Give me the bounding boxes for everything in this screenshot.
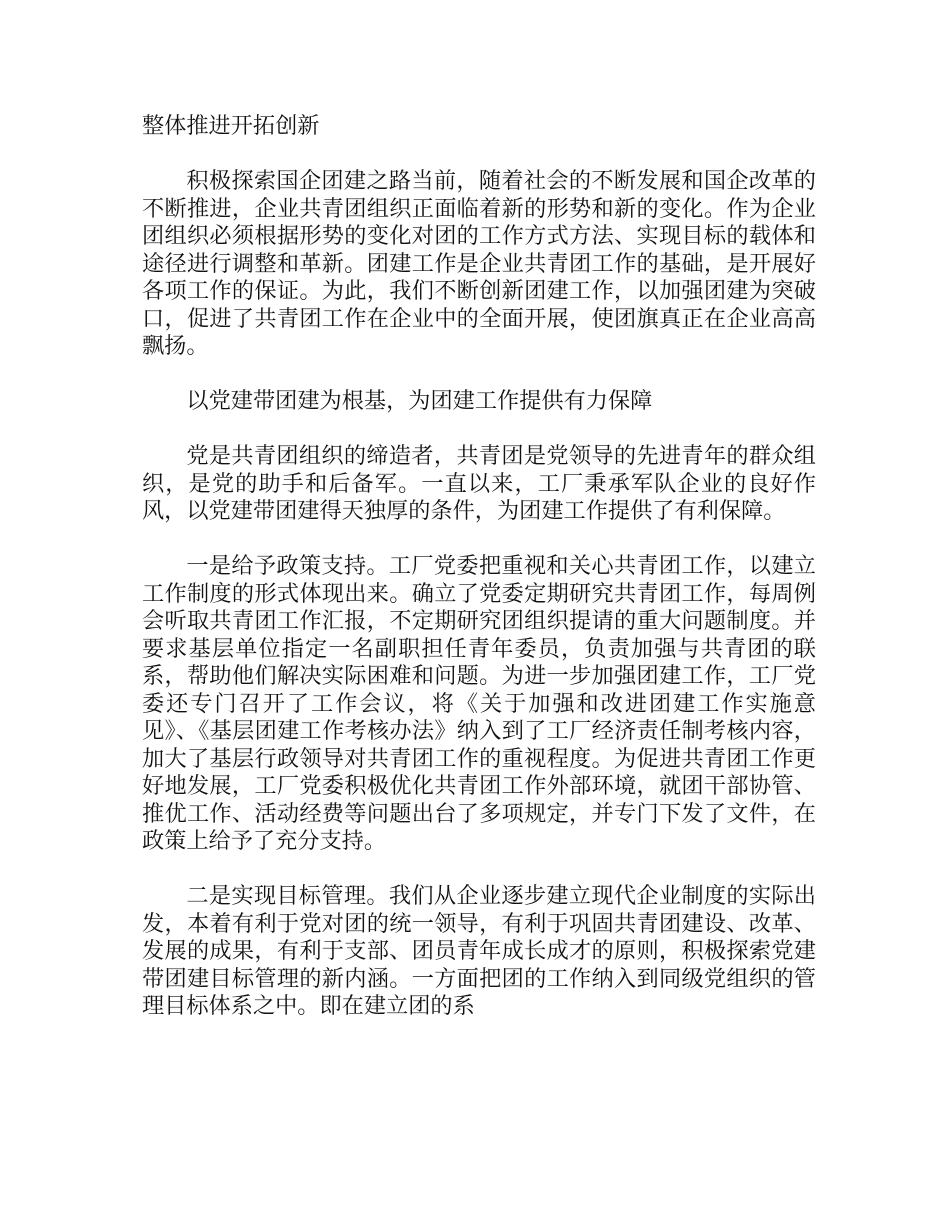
paragraph-intro: 积极探索国企团建之路当前，随着社会的不断发展和国企改革的不断推进，企业共青团组织正面临着新的形势和新的变化。作为企业团组织必须根据形势的变化对团的工作方式方法、实现目标的载体和途径进行调整和革新。团建工作是企业共青团工作的基础，是开展好各项工作的保证。为此，我们不断创新团建工作，以加强团建为突破口，促进了共青团工作在企业中的全面开展，使团旗真正在企业高高飘扬。 <box>142 168 816 359</box>
paragraph-target-management: 二是实现目标管理。我们从企业逐步建立现代企业制度的实际出发，本着有利于党对团的统一领导，有利于巩固共青团建设、改革、发展的成果，有利于支部、团员青年成长成才的原则，积极探索党建带团建目标管理的新内涵。一方面把团的工作纳入到同级党组织的管理目标体系之中。即在建立团的系 <box>142 883 816 1019</box>
document-title: 整体推进开拓创新 <box>142 113 320 139</box>
paragraph-policy-support: 一是给予政策支持。工厂党委把重视和关心共青团工作，以建立工作制度的形式体现出来。确立了党委定期研究共青团工作，每周例会听取共青团工作汇报，不定期研究团组织提请的重大问题制度。并要求基层单位指定一名副职担任青年委员，负责加强与共青团的联系，帮助他们解决实际困难和问题。为进一步加强团建工作，工厂党委还专门召开了工作会议，将《关于加强和改进团建工作实施意见》、《基层团建工作考核办法》纳入到了工厂经济责任制考核内容，加大了基层行政领导对共青团工作的重视程度。为促进共青团工作更好地发展，工厂党委积极优化共青团工作外部环境，就团干部协管、推优工作、活动经费等问题出台了多项规定，并专门下发了文件，在政策上给予了充分支持。 <box>142 553 816 854</box>
paragraph-party-leadership: 党是共青团组织的缔造者，共青团是党领导的先进青年的群众组织，是党的助手和后备军。一直以来，工厂秉承军队企业的良好作风，以党建带团建得天独厚的条件，为团建工作提供了有利保障。 <box>142 443 816 524</box>
document-page <box>142 113 816 1021</box>
section-heading: 以党建带团建为根基，为团建工作提供有力保障 <box>186 388 653 414</box>
